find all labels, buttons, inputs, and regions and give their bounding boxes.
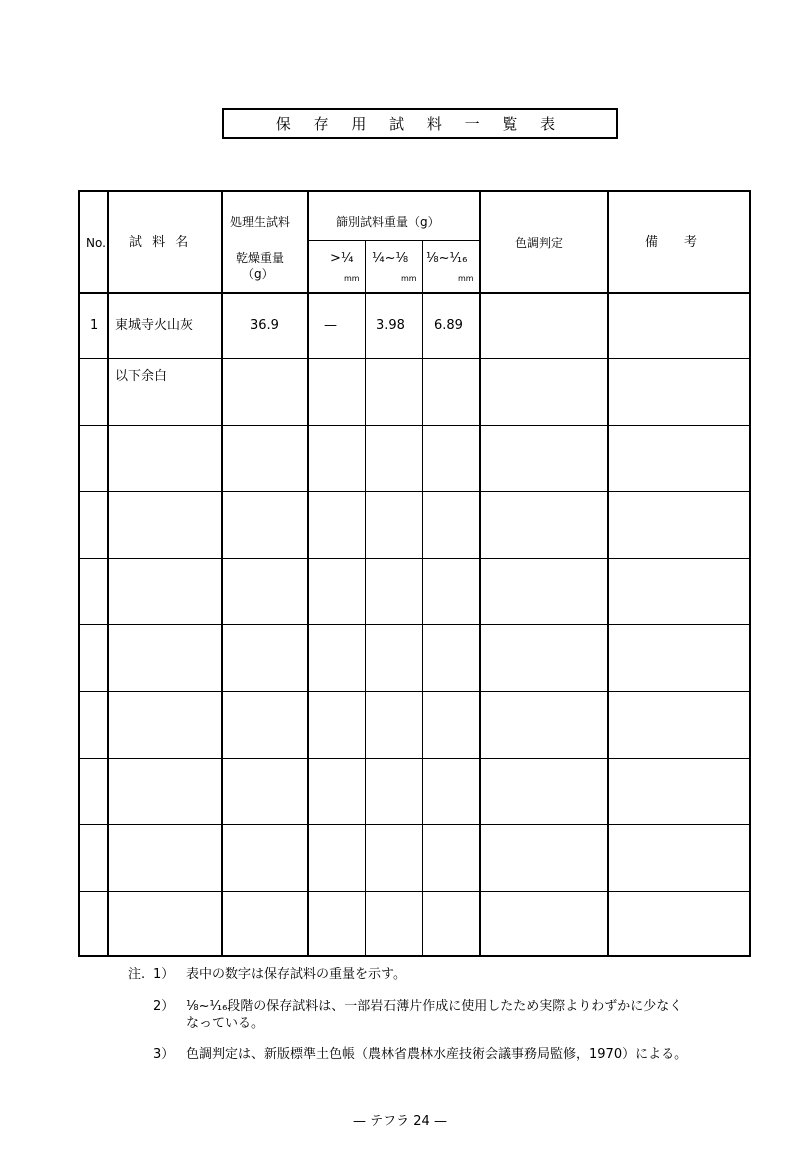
row-1-dry-weight: 36.9	[250, 318, 279, 333]
row-2-sample-name: 以下余白	[115, 369, 168, 384]
header-color: 色調判定	[515, 236, 564, 250]
row-divider	[80, 425, 749, 426]
col-divider	[107, 192, 109, 955]
row-1-no: 1	[90, 318, 99, 333]
unit-mm: mm	[344, 274, 360, 283]
page-footer: — テフラ 24 —	[353, 1114, 447, 1129]
note-3-number: 3）	[153, 1047, 175, 1062]
note-2-text: ⅛~¹⁄₁₆段階の保存試料は、一部岩石薄片作成に使用したため実際よりわずかに少なく	[186, 999, 683, 1014]
note-2-text-cont: なっている。	[186, 1016, 265, 1031]
row-divider	[80, 624, 749, 625]
page-title: 保 存 用 試 料 一 覧 表	[222, 108, 618, 139]
header-sieve-1: >¼	[330, 251, 354, 266]
col-divider	[307, 192, 309, 955]
unit-mm: mm	[401, 274, 417, 283]
header-sieved-weight: 篩別試料重量（g）	[336, 215, 440, 229]
notes-label: 注.	[128, 967, 146, 982]
row-divider	[80, 691, 749, 692]
header-sieve-3: ⅛~¹⁄₁₆	[426, 251, 468, 266]
header-sample-name: 試 料 名	[129, 235, 192, 250]
row-divider	[308, 240, 480, 241]
col-divider	[365, 240, 366, 955]
note-3-text: 色調判定は、新版標準土色帳（農林省農林水産技術会議事務局監修，1970）による。	[186, 1047, 688, 1062]
header-dry-weight-unit: （g）	[242, 267, 274, 281]
note-1-number: 1）	[153, 967, 175, 982]
header-sieve-2: ¼~⅛	[372, 251, 409, 266]
header-no: No.	[86, 236, 106, 250]
row-divider	[80, 758, 749, 759]
sample-table	[78, 190, 751, 957]
row-divider	[80, 824, 749, 825]
unit-mm: mm	[458, 274, 474, 283]
col-divider	[479, 192, 481, 955]
row-divider	[80, 491, 749, 492]
note-1-text: 表中の数字は保存試料の重量を示す。	[186, 967, 406, 982]
note-2-number: 2）	[153, 999, 175, 1014]
row-divider	[80, 358, 749, 359]
row-1-sieve-2: 3.98	[376, 318, 405, 333]
header-raw-weight: 処理生試料	[230, 215, 291, 229]
header-remarks: 備 考	[645, 235, 698, 250]
col-divider	[422, 240, 423, 955]
col-divider	[221, 192, 223, 955]
row-1-sieve-3: 6.89	[434, 318, 463, 333]
row-divider	[80, 292, 749, 294]
row-divider	[80, 891, 749, 892]
header-dry-weight: 乾燥重量	[236, 251, 285, 265]
row-1-sample-name: 東城寺火山灰	[115, 318, 194, 333]
row-1-sieve-1: —	[324, 318, 337, 333]
row-divider	[80, 558, 749, 559]
col-divider	[607, 192, 609, 955]
